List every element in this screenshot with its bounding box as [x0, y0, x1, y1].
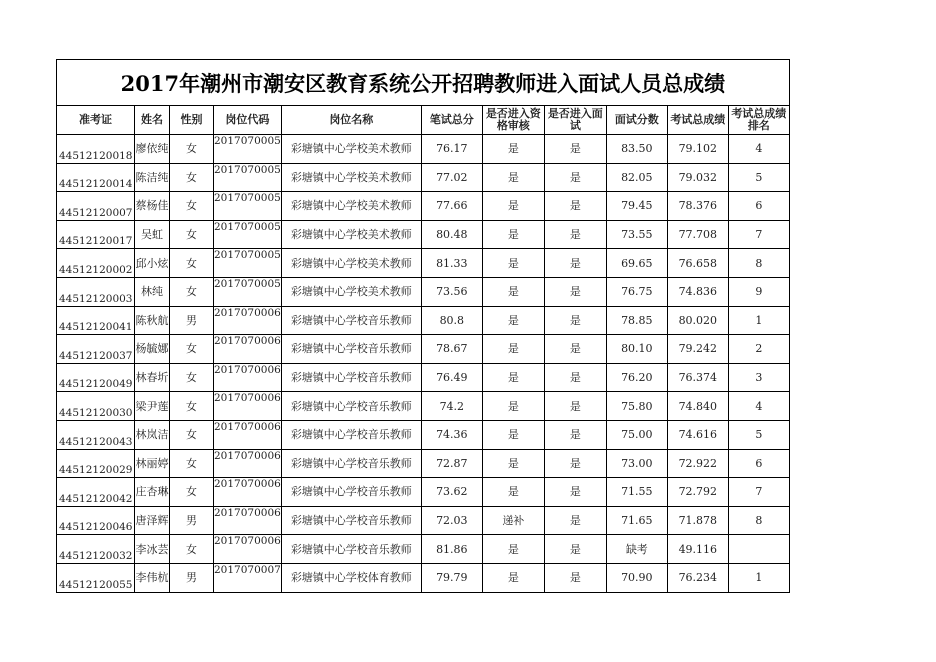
cell-admission-no: 44512120055 — [57, 563, 135, 592]
cell-post-code: 2017070005 — [214, 135, 282, 164]
cell-gender: 女 — [170, 220, 214, 249]
cell-written-score: 81.33 — [421, 249, 482, 278]
cell-rank: 6 — [728, 449, 789, 478]
cell-qualification-review: 是 — [482, 249, 544, 278]
header-post-code: 岗位代码 — [214, 106, 282, 135]
cell-admission-no: 44512120029 — [57, 449, 135, 478]
header-gender: 性别 — [170, 106, 214, 135]
cell-post-name: 彩塘镇中心学校美术教师 — [281, 277, 421, 306]
cell-interview-score: 83.50 — [606, 135, 667, 164]
cell-post-code: 2017070006 — [214, 335, 282, 364]
cell-name: 吴虹 — [135, 220, 170, 249]
cell-name: 陈秋航 — [135, 306, 170, 335]
cell-admission-no: 44512120049 — [57, 363, 135, 392]
cell-total-score: 72.792 — [667, 478, 728, 507]
cell-rank: 9 — [728, 277, 789, 306]
cell-name: 廖依纯 — [135, 135, 170, 164]
table-row — [57, 220, 790, 249]
cell-rank: 1 — [728, 563, 789, 592]
cell-name: 林纯 — [135, 277, 170, 306]
cell-written-score: 77.02 — [421, 163, 482, 192]
table-row — [57, 563, 790, 592]
cell-interview-score: 75.00 — [606, 420, 667, 449]
cell-admission-no: 44512120042 — [57, 478, 135, 507]
cell-rank: 6 — [728, 192, 789, 221]
cell-post-code: 2017070006 — [214, 535, 282, 564]
cell-post-code: 2017070007 — [214, 563, 282, 592]
cell-name: 杨毓娜 — [135, 335, 170, 364]
cell-written-score: 80.48 — [421, 220, 482, 249]
cell-gender: 女 — [170, 163, 214, 192]
cell-rank — [728, 535, 789, 564]
cell-post-name: 彩塘镇中心学校音乐教师 — [281, 335, 421, 364]
cell-rank: 5 — [728, 420, 789, 449]
cell-interview-entry: 是 — [544, 535, 606, 564]
cell-interview-score: 78.85 — [606, 306, 667, 335]
cell-interview-score: 76.20 — [606, 363, 667, 392]
cell-gender: 男 — [170, 306, 214, 335]
cell-rank: 5 — [728, 163, 789, 192]
cell-name: 梁尹莲 — [135, 392, 170, 421]
cell-post-name: 彩塘镇中心学校音乐教师 — [281, 306, 421, 335]
cell-name: 李冰芸 — [135, 535, 170, 564]
cell-total-score: 76.658 — [667, 249, 728, 278]
header-interview-entry: 是否进入面试 — [544, 106, 606, 135]
header-rank: 考试总成绩排名 — [728, 106, 789, 135]
table-row — [57, 506, 790, 535]
cell-admission-no: 44512120018 — [57, 135, 135, 164]
header-post-name: 岗位名称 — [281, 106, 421, 135]
cell-gender: 女 — [170, 535, 214, 564]
header-admission-no: 准考证 — [57, 106, 135, 135]
cell-post-name: 彩塘镇中心学校美术教师 — [281, 249, 421, 278]
cell-qualification-review: 是 — [482, 306, 544, 335]
cell-interview-score: 76.75 — [606, 277, 667, 306]
table-row — [57, 449, 790, 478]
cell-written-score: 72.87 — [421, 449, 482, 478]
cell-admission-no: 44512120002 — [57, 249, 135, 278]
cell-post-code: 2017070005 — [214, 163, 282, 192]
cell-written-score: 80.8 — [421, 306, 482, 335]
cell-written-score: 81.86 — [421, 535, 482, 564]
cell-interview-entry: 是 — [544, 277, 606, 306]
cell-gender: 女 — [170, 363, 214, 392]
cell-qualification-review: 是 — [482, 335, 544, 364]
cell-name: 蔡杨佳 — [135, 192, 170, 221]
cell-gender: 男 — [170, 563, 214, 592]
cell-interview-score: 缺考 — [606, 535, 667, 564]
cell-admission-no: 44512120030 — [57, 392, 135, 421]
cell-rank: 7 — [728, 220, 789, 249]
cell-interview-score: 73.55 — [606, 220, 667, 249]
cell-written-score: 77.66 — [421, 192, 482, 221]
cell-interview-score: 80.10 — [606, 335, 667, 364]
cell-total-score: 74.840 — [667, 392, 728, 421]
cell-admission-no: 44512120032 — [57, 535, 135, 564]
table-row — [57, 335, 790, 364]
cell-interview-entry: 是 — [544, 163, 606, 192]
cell-interview-score: 75.80 — [606, 392, 667, 421]
header-interview-score: 面试分数 — [606, 106, 667, 135]
cell-interview-entry: 是 — [544, 220, 606, 249]
table-row — [57, 306, 790, 335]
cell-post-name: 彩塘镇中心学校音乐教师 — [281, 506, 421, 535]
cell-gender: 女 — [170, 392, 214, 421]
cell-admission-no: 44512120041 — [57, 306, 135, 335]
cell-qualification-review: 是 — [482, 363, 544, 392]
header-row — [57, 106, 790, 135]
cell-post-name: 彩塘镇中心学校美术教师 — [281, 135, 421, 164]
cell-interview-score: 73.00 — [606, 449, 667, 478]
cell-post-code: 2017070005 — [214, 220, 282, 249]
cell-interview-entry: 是 — [544, 335, 606, 364]
cell-interview-entry: 是 — [544, 449, 606, 478]
table-row — [57, 135, 790, 164]
cell-gender: 男 — [170, 506, 214, 535]
table-row — [57, 392, 790, 421]
cell-post-code: 2017070005 — [214, 192, 282, 221]
cell-name: 林春圻 — [135, 363, 170, 392]
cell-rank: 1 — [728, 306, 789, 335]
cell-name: 庄杏琳 — [135, 478, 170, 507]
cell-interview-entry: 是 — [544, 506, 606, 535]
cell-gender: 女 — [170, 449, 214, 478]
cell-qualification-review: 是 — [482, 563, 544, 592]
cell-name: 李伟杭 — [135, 563, 170, 592]
cell-post-name: 彩塘镇中心学校美术教师 — [281, 163, 421, 192]
cell-qualification-review: 是 — [482, 449, 544, 478]
cell-admission-no: 44512120003 — [57, 277, 135, 306]
cell-total-score: 71.878 — [667, 506, 728, 535]
cell-interview-entry: 是 — [544, 363, 606, 392]
cell-total-score: 74.836 — [667, 277, 728, 306]
cell-rank: 8 — [728, 249, 789, 278]
cell-gender: 女 — [170, 135, 214, 164]
cell-admission-no: 44512120017 — [57, 220, 135, 249]
cell-rank: 2 — [728, 335, 789, 364]
cell-post-code: 2017070005 — [214, 277, 282, 306]
cell-name: 林丽婷 — [135, 449, 170, 478]
results-table — [56, 59, 790, 593]
cell-name: 唐泽辉 — [135, 506, 170, 535]
cell-admission-no: 44512120007 — [57, 192, 135, 221]
cell-interview-entry: 是 — [544, 306, 606, 335]
cell-post-code: 2017070006 — [214, 392, 282, 421]
table-row — [57, 277, 790, 306]
table-row — [57, 249, 790, 278]
cell-total-score: 80.020 — [667, 306, 728, 335]
header-total-score: 考试总成绩 — [667, 106, 728, 135]
cell-admission-no: 44512120014 — [57, 163, 135, 192]
cell-admission-no: 44512120043 — [57, 420, 135, 449]
table-row — [57, 478, 790, 507]
cell-written-score: 73.62 — [421, 478, 482, 507]
cell-rank: 8 — [728, 506, 789, 535]
cell-interview-entry: 是 — [544, 563, 606, 592]
cell-total-score: 74.616 — [667, 420, 728, 449]
cell-rank: 4 — [728, 135, 789, 164]
cell-post-name: 彩塘镇中心学校音乐教师 — [281, 420, 421, 449]
cell-qualification-review: 是 — [482, 192, 544, 221]
cell-qualification-review: 是 — [482, 392, 544, 421]
cell-interview-score: 70.90 — [606, 563, 667, 592]
cell-interview-entry: 是 — [544, 392, 606, 421]
cell-gender: 女 — [170, 335, 214, 364]
cell-post-name: 彩塘镇中心学校美术教师 — [281, 220, 421, 249]
cell-written-score: 73.56 — [421, 277, 482, 306]
cell-total-score: 76.234 — [667, 563, 728, 592]
table-row — [57, 363, 790, 392]
cell-post-name: 彩塘镇中心学校音乐教师 — [281, 535, 421, 564]
cell-post-name: 彩塘镇中心学校音乐教师 — [281, 478, 421, 507]
cell-name: 邱小炫 — [135, 249, 170, 278]
cell-post-name: 彩塘镇中心学校美术教师 — [281, 192, 421, 221]
cell-post-code: 2017070006 — [214, 449, 282, 478]
cell-interview-entry: 是 — [544, 192, 606, 221]
header-name: 姓名 — [135, 106, 170, 135]
cell-total-score: 77.708 — [667, 220, 728, 249]
cell-rank: 7 — [728, 478, 789, 507]
table-row — [57, 535, 790, 564]
cell-post-code: 2017070006 — [214, 306, 282, 335]
cell-gender: 女 — [170, 277, 214, 306]
cell-total-score: 79.102 — [667, 135, 728, 164]
cell-interview-score: 82.05 — [606, 163, 667, 192]
cell-gender: 女 — [170, 420, 214, 449]
cell-written-score: 74.36 — [421, 420, 482, 449]
cell-total-score: 72.922 — [667, 449, 728, 478]
cell-rank: 4 — [728, 392, 789, 421]
cell-post-name: 彩塘镇中心学校体育教师 — [281, 563, 421, 592]
cell-name: 林岚洁 — [135, 420, 170, 449]
header-qualification-review: 是否进入资格审核 — [482, 106, 544, 135]
cell-post-name: 彩塘镇中心学校音乐教师 — [281, 392, 421, 421]
cell-qualification-review: 是 — [482, 420, 544, 449]
cell-post-code: 2017070006 — [214, 478, 282, 507]
cell-qualification-review: 是 — [482, 163, 544, 192]
page-title: 2017年潮州市潮安区教育系统公开招聘教师进入面试人员总成绩 — [57, 60, 790, 106]
cell-post-name: 彩塘镇中心学校音乐教师 — [281, 363, 421, 392]
cell-interview-entry: 是 — [544, 135, 606, 164]
cell-post-code: 2017070006 — [214, 363, 282, 392]
cell-rank: 3 — [728, 363, 789, 392]
cell-total-score: 78.376 — [667, 192, 728, 221]
cell-written-score: 78.67 — [421, 335, 482, 364]
cell-gender: 女 — [170, 192, 214, 221]
cell-gender: 女 — [170, 478, 214, 507]
cell-total-score: 49.116 — [667, 535, 728, 564]
cell-post-code: 2017070006 — [214, 420, 282, 449]
cell-total-score: 79.032 — [667, 163, 728, 192]
cell-written-score: 79.79 — [421, 563, 482, 592]
cell-qualification-review: 是 — [482, 135, 544, 164]
cell-post-name: 彩塘镇中心学校音乐教师 — [281, 449, 421, 478]
table-row — [57, 420, 790, 449]
cell-interview-entry: 是 — [544, 249, 606, 278]
cell-written-score: 74.2 — [421, 392, 482, 421]
cell-post-code: 2017070005 — [214, 249, 282, 278]
cell-written-score: 76.17 — [421, 135, 482, 164]
cell-written-score: 72.03 — [421, 506, 482, 535]
cell-interview-score: 79.45 — [606, 192, 667, 221]
table-row — [57, 163, 790, 192]
cell-qualification-review: 是 — [482, 277, 544, 306]
cell-qualification-review: 是 — [482, 220, 544, 249]
cell-post-code: 2017070006 — [214, 506, 282, 535]
cell-interview-score: 69.65 — [606, 249, 667, 278]
cell-total-score: 79.242 — [667, 335, 728, 364]
cell-admission-no: 44512120037 — [57, 335, 135, 364]
cell-admission-no: 44512120046 — [57, 506, 135, 535]
cell-interview-score: 71.55 — [606, 478, 667, 507]
table-row — [57, 192, 790, 221]
header-written-score: 笔试总分 — [421, 106, 482, 135]
cell-interview-entry: 是 — [544, 478, 606, 507]
cell-written-score: 76.49 — [421, 363, 482, 392]
cell-name: 陈洁纯 — [135, 163, 170, 192]
cell-qualification-review: 是 — [482, 535, 544, 564]
cell-qualification-review: 递补 — [482, 506, 544, 535]
cell-total-score: 76.374 — [667, 363, 728, 392]
cell-interview-entry: 是 — [544, 420, 606, 449]
cell-gender: 女 — [170, 249, 214, 278]
cell-qualification-review: 是 — [482, 478, 544, 507]
cell-interview-score: 71.65 — [606, 506, 667, 535]
